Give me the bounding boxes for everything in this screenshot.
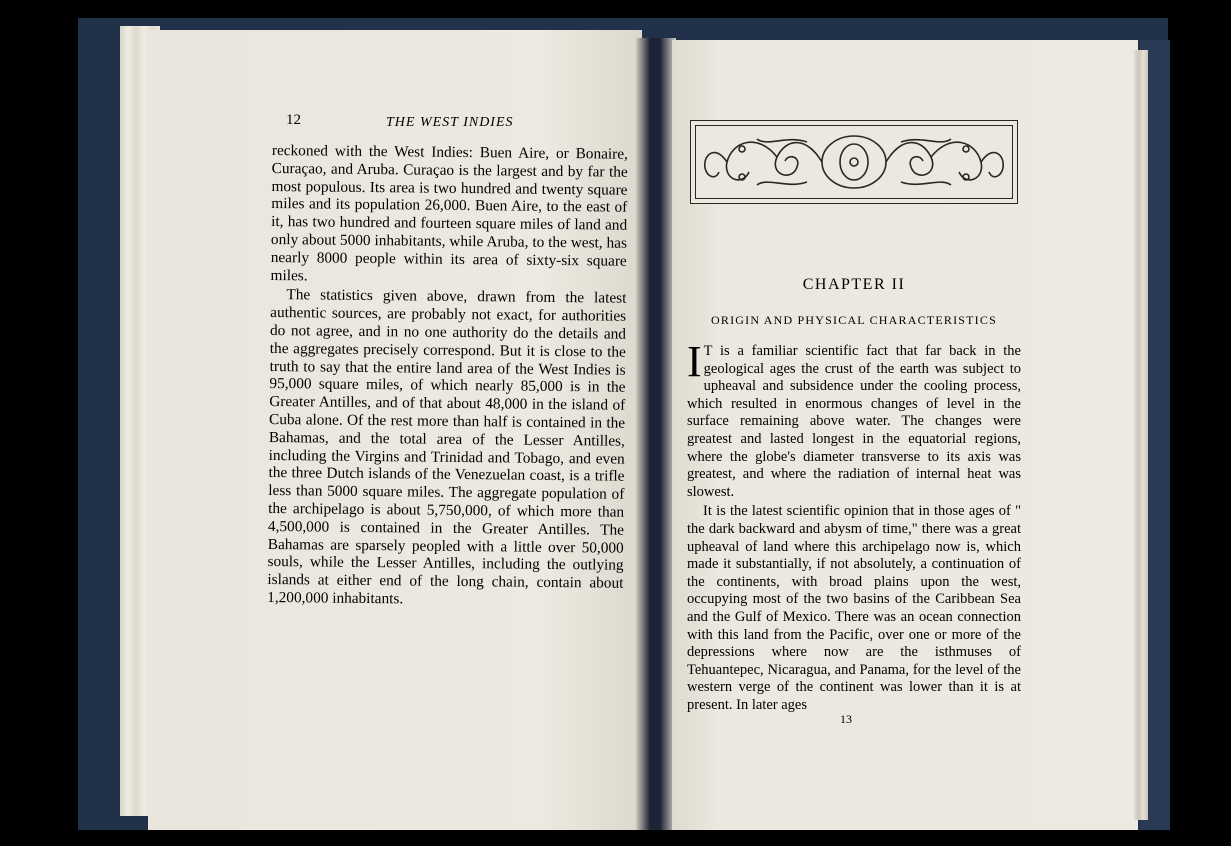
page-edges-right	[1134, 50, 1148, 820]
running-head: THE WEST INDIES	[386, 115, 514, 130]
left-page-header	[286, 112, 626, 132]
right-paragraph-1-text: T is a familiar scientific fact that far back in the geological ages the crust of the earth was subject to upheaval and subsidence under the cooling process, which resulted in enormous changes of level in the surface remaining above water. The changes were greatest and lasted longest in the equatorial regions, where the globe's diameter transverse to its axis was greatest, and where the radiation of internal heat was slowest.	[687, 343, 1021, 500]
right-page-text	[687, 337, 1021, 714]
page-number-left: 12	[286, 112, 301, 128]
drop-cap: I	[687, 337, 702, 386]
left-paragraph-2: The statistics given above, drawn from the latest authentic sources, are probably not exact, for authorities do not agree, and in no one authority do the details and the aggregates precisely correspond. But it is close to the truth to say that the entire land area of the West Indies is 95,000 square miles, of which nearly 85,000 is in the Greater Antilles, and of that about 48,000 in the island of Cuba alone. Of the rest more than half is contained in the Bahamas, and the total area of the Lesser Antilles, including the Virgins and Trinidad and Tobago, and even the three Dutch islands of the Venezuelan coast, is a trifle less than 5000 square miles. The aggregate population of the archipelago is about 5,750,000, of which more than 4,500,000 is contained in the Greater Antilles. The Bahamas are sparsely peopled with a little over 50,000 souls, while the Lesser Antilles, including the outlying islands at either end of the long chain, contain about 1,200,000 inhabitants.	[267, 286, 627, 608]
chapter-title: CHAPTER II	[802, 276, 906, 293]
ornament-scroll-icon	[697, 127, 1011, 197]
page-number-right: 13	[840, 712, 852, 726]
left-page-text	[267, 142, 628, 610]
right-paragraph-1	[687, 337, 1021, 501]
book-gutter	[636, 38, 676, 830]
headpiece-ornament	[690, 120, 1018, 204]
right-paragraph-2: It is the latest scientific opinion that in those ages of " the dark backward and abysm of time," there was a great upheaval of land where this archipelago now is, which made it substantially, if not absolutely, a continuation of the continents, with broad plains upon the west, occupying most of the two basins of the Caribbean Sea and the Gulf of Mexico. There was an ocean connection with this land from the Pacific, over one or more of the depressions where now are the isthmuses of Tehuantepec, Nicaragua, and Panama, for the level of the western verge of the continent was lower than it is at present. In later ages	[687, 503, 1021, 713]
left-paragraph-1: reckoned with the West Indies: Buen Aire, or Bonaire, Curaçao, and Aruba. Curaçao is the largest and by far the most populous. Its area is two hundred and twenty square miles and its population 26,000. Buen Aire, to the east of it, has two hundred and fourteen square miles of land and only about 5000 inhabitants, while Aruba, to the west, has nearly 8000 people within its area of sixty-six square miles.	[270, 142, 628, 284]
chapter-subtitle: ORIGIN AND PHYSICAL CHARACTERISTICS	[711, 313, 997, 327]
